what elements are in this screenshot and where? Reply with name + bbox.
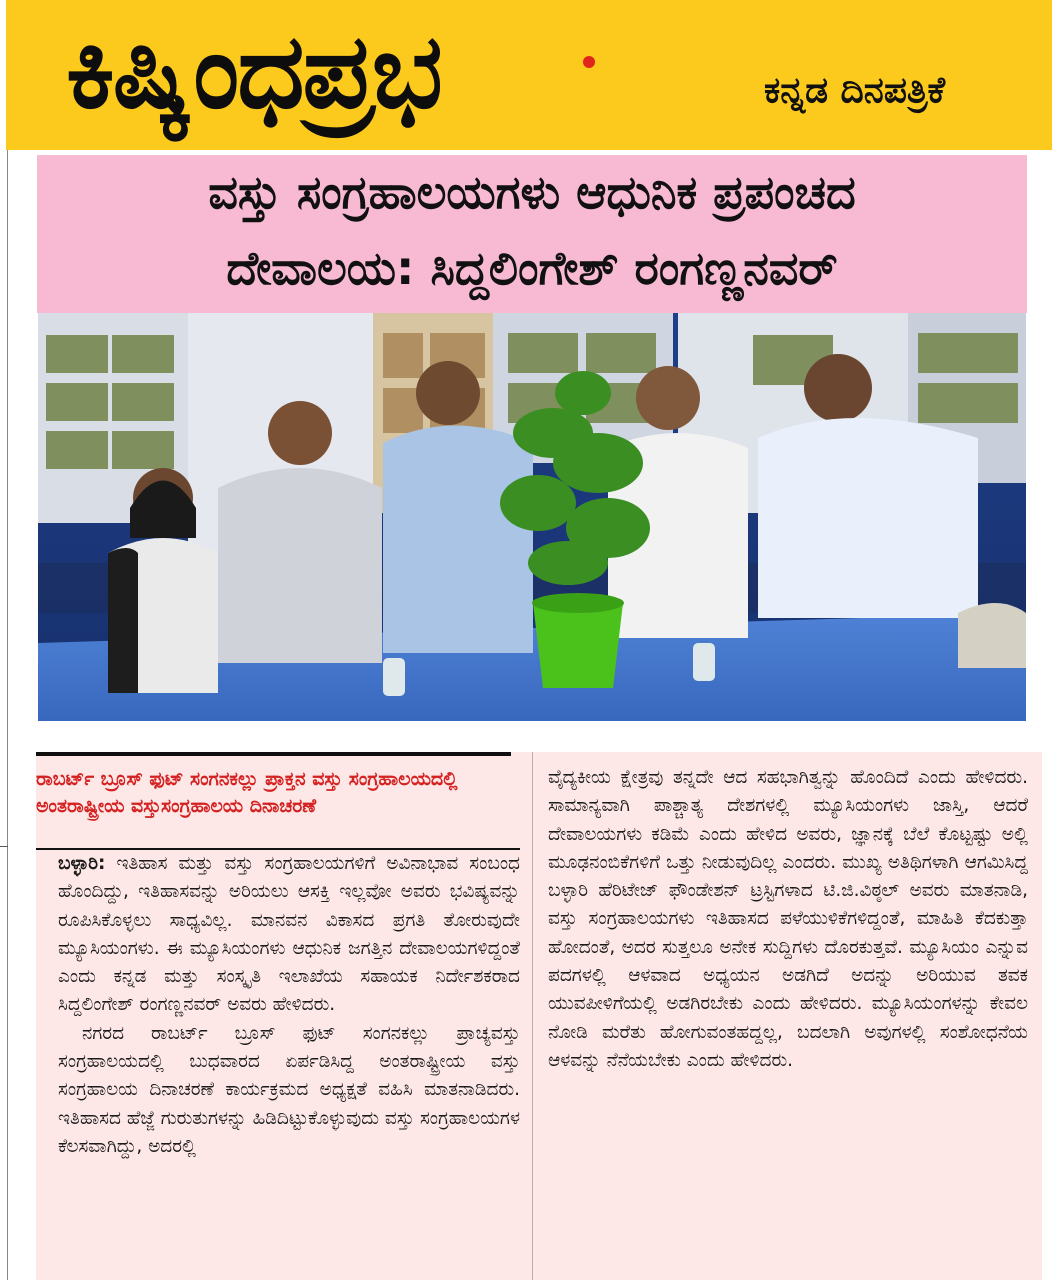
headline-line-2: ದೇವಾಲಯ: ಸಿದ್ದಲಿಂಗೇಶ್ ರಂಗಣ್ಣನವರ್ bbox=[226, 241, 838, 295]
article-top-rule bbox=[36, 752, 511, 756]
headline-box bbox=[37, 155, 1027, 313]
photo-scene bbox=[38, 313, 1026, 721]
article-subheading: ರಾಬರ್ಟ್ ಬ್ರೂಸ್ ಫುಟ್ ಸಂಗನಕಲ್ಲು ಪ್ರಾಕ್ತನ ವಸ್ತು ಸಂಗ್ರಹಾಲಯದಲ್ಲಿ ಅಂತರಾಷ್ಟ್ರೀಯ ವಸ್ತುಸಂಗ್ರಹಾಲಯ ದಿನಾಚರಣೆ bbox=[36, 768, 458, 817]
paragraph-1 bbox=[58, 850, 520, 1020]
newspaper-title: ಕಿಷ್ಕಿಂಧಪ್ರಭ bbox=[66, 10, 441, 132]
paragraph-2: ನಗರದ ರಾಬರ್ಟ್ ಬ್ರೂಸ್ ಫುಟ್ ಸಂಗನಕಲ್ಲು ಪ್ರಾಚ್ಯವಸ್ತು ಸಂಗ್ರಹಾಲಯದಲ್ಲಿ ಬುಧವಾರದ ಏರ್ಪಡಿಸಿದ್ದ ಅಂತರಾಷ್ಟ್ರೀಯ ವಸ್ತು ಸಂಗ್ರಹಾಲಯ ದಿನಾಚರಣೆ ಕಾರ್ಯಕ್ರಮದ ಅಧ್ಯಕ್ಷತೆ ವಹಿಸಿ ಮಾತನಾಡಿದರು. ಇತಿಹಾಸದ ಹೆಜ್ಜೆ ಗುರುತುಗಳನ್ನು ಹಿಡಿದಿಟ್ಟುಕೊಳ್ಳುವುದು ವಸ್ತು ಸಂಗ್ರಹಾಲಯಗಳ ಕೆಲಸವಾಗಿದ್ದು, ಅದರಲ್ಲಿ bbox=[58, 1022, 520, 1157]
headline-line-1: ವಸ್ತು ಸಂಗ್ರಹಾಲಯಗಳು ಆಧುನಿಕ ಪ್ರಪಂಚದ bbox=[208, 165, 856, 219]
newspaper-subtitle: ಕನ್ನಡ ದಿನಪತ್ರಿಕೆ bbox=[764, 70, 946, 111]
paragraph-1-text: ಇತಿಹಾಸ ಮತ್ತು ವಸ್ತು ಸಂಗ್ರಹಾಲಯಗಳಿಗೆ ಅವಿನಾಭಾವ ಸಂಬಂಧ ಹೊಂದಿದ್ದು, ಇತಿಹಾಸವನ್ನು ಅರಿಯಲು ಆಸಕ್ತಿ ಇಲ್ಲವೋ ಅವರು ಭವಿಷ್ಯವನ್ನು ರೂಪಿಸಿಕೊಳ್ಳಲು ಸಾಧ್ಯವಿಲ್ಲ. ಮಾನವನ ವಿಕಾಸದ ಪ್ರಗತಿ ತೋರುವುದೇ ಮ್ಯೂಸಿಯಂಗಳು. ಈ ಮ್ಯೂಸಿಯಂಗಳು ಆಧುನಿಕ ಜಗತ್ತಿನ ದೇವಾಲಯಗಳಿದ್ದಂತೆ ಎಂದು ಕನ್ನಡ ಮತ್ತು ಸಂಸ್ಕೃತಿ ಇಲಾಖೆಯ ಸಹಾಯಕ ನಿರ್ದೇಶಕರಾದ ಸಿದ್ದಲಿಂಗೇಶ್ ರಂಗಣ್ಣನವರ್ ಅವರು ಹೇಳಿದರು. bbox=[58, 853, 520, 1016]
fold-mark bbox=[0, 846, 8, 847]
dateline: ಬಳ್ಳಾರಿ: bbox=[58, 853, 106, 874]
masthead bbox=[6, 0, 1052, 150]
column-divider bbox=[532, 752, 533, 1280]
news-photo bbox=[38, 313, 1026, 721]
article-column-left bbox=[58, 850, 520, 1161]
article-column-right: ವೈದ್ಯಕೀಯ ಕ್ಷೇತ್ರವು ತನ್ನದೇ ಆದ ಸಹಭಾಗಿತ್ವನ್ನು ಹೊಂದಿದೆ ಎಂದು ಹೇಳಿದರು. ಸಾಮಾನ್ಯವಾಗಿ ಪಾಶ್ಚಾತ್ಯ ದೇಶಗಳಲ್ಲಿ ಮ್ಯೂಸಿಯಂಗಳು ಜಾಸ್ತಿ, ಆದರೆ ದೇವಾಲಯಗಳು ಕಡಿಮೆ ಎಂದು ಹೇಳಿದ ಅವರು, ಜ್ಞಾನಕ್ಕೆ ಬೆಲೆ ಕೊಟ್ಟಷ್ಟು ಅಲ್ಲಿ ಮೂಢನಂಬಿಕೆಗಳಿಗೆ ಒತ್ತು ನೀಡುವುದಿಲ್ಲ ಎಂದರು. ಮುಖ್ಯ ಅತಿಥಿಗಳಾಗಿ ಆಗಮಿಸಿದ್ದ ಬಳ್ಳಾರಿ ಹೆರಿಟೇಜ್ ಫೌಂಡೇಶನ್ ಟ್ರಸ್ಟಿಗಳಾದ ಟಿ.ಜಿ.ವಿಠ್ಠಲ್ ಅವರು ಮಾತನಾಡಿ, ವಸ್ತು ಸಂಗ್ರಹಾಲಯಗಳು ಇತಿಹಾಸದ ಪಳೆಯುಳಿಕೆಗಳಿದ್ದಂತೆ, ಮಾಹಿತಿ ಕೆದಕುತ್ತಾ ಹೋದಂತೆ, ಅದರ ಸುತ್ತಲೂ ಅನೇಕ ಸುದ್ದಿಗಳು ದೊರಕುತ್ತವೆ. ಮ್ಯೂಸಿಯಂ ಎನ್ನುವ ಪದಗಳಲ್ಲಿ ಆಳವಾದ ಅಧ್ಯಯನ ಅಡಗಿದೆ ಅದನ್ನು ಅರಿಯುವ ತವಕ ಯುವಪೀಳಿಗೆಯಲ್ಲಿ ಅಡಗಿರಬೇಕು ಎಂದು ಹೇಳಿದರು. ಮ್ಯೂಸಿಯಂಗಳನ್ನು ಕೇವಲ ನೋಡಿ ಮರೆತು ಹೋಗುವಂತಹದ್ದಲ್ಲ, ಬದಲಾಗಿ ಅವುಗಳಲ್ಲಿ ಸಂಶೋಧನೆಯ ಆಳವನ್ನು ನೆನೆಯಬೇಕು ಎಂದು ಹೇಳಿದರು. bbox=[548, 767, 1028, 1071]
page-margin-rule bbox=[7, 150, 8, 1280]
logo-dot bbox=[583, 56, 595, 68]
